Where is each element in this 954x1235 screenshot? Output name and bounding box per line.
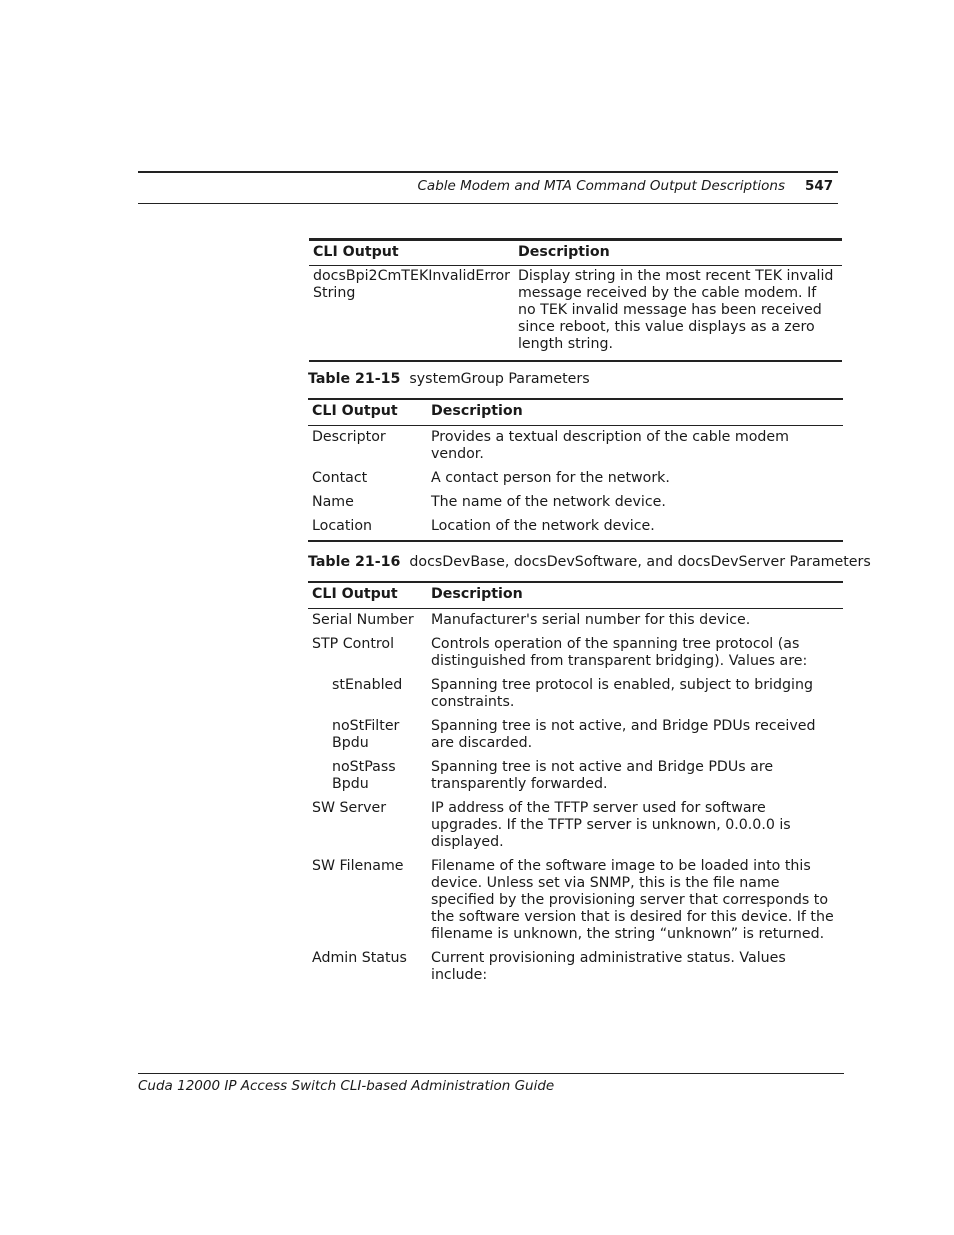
cli-output-cell: Name xyxy=(312,494,354,510)
table-title: systemGroup Parameters xyxy=(409,371,590,387)
column-header-description: Description xyxy=(514,240,842,266)
cli-output-cell: Serial Number xyxy=(312,612,414,628)
page-number: 547 xyxy=(805,178,834,194)
description-cell: Display string in the most recent TEK invalid message received by the cable modem. If no TEK invalid message has been received since reboot, this value displays as a zero length string. xyxy=(517,268,834,352)
table-title: docsDevBase, docsDevSoftware, and docsDevServer Parameters xyxy=(409,554,871,570)
cli-output-subvalue-cell: stEnabled xyxy=(332,677,403,693)
table-number: Table 21-16 xyxy=(308,554,401,570)
running-header-title: Cable Modem and MTA Command Output Descriptions xyxy=(417,178,785,194)
footer-book-title: Cuda 12000 IP Access Switch CLI-based Administration Guide xyxy=(138,1078,555,1094)
description-cell: Spanning tree protocol is enabled, subject to bridging constraints. xyxy=(431,677,813,710)
table-header-row xyxy=(308,582,843,609)
column-header-description: Description xyxy=(427,399,843,426)
description-cell: Spanning tree is not active and Bridge PDUs are transparently forwarded. xyxy=(431,759,774,792)
cli-output-cell: SW Server xyxy=(312,800,387,816)
cli-output-cell: docsBpi2CmTEKInvalidError String xyxy=(313,268,510,301)
description-cell: Controls operation of the spanning tree protocol (as distinguished from transparent bridging). Values are: xyxy=(431,636,808,669)
cli-output-cell: STP Control xyxy=(312,636,395,652)
footer-rule xyxy=(138,1073,844,1074)
description-cell: IP address of the TFTP server used for software upgrades. If the TFTP server is unknown, 0.0.0.0 is displayed. xyxy=(431,800,791,850)
header-rule-top xyxy=(138,171,838,173)
table-row xyxy=(308,467,843,491)
cli-output-cell: Contact xyxy=(312,470,368,486)
cli-output-cell: Descriptor xyxy=(312,429,386,445)
column-header-cli-output: CLI Output xyxy=(308,399,427,426)
description-cell: Spanning tree is not active, and Bridge PDUs received are discarded. xyxy=(431,718,816,751)
cli-output-cell: Admin Status xyxy=(312,950,407,966)
description-cell: Current provisioning administrative status. Values include: xyxy=(431,950,786,983)
cli-output-subvalue-cell: noStFilter Bpdu xyxy=(332,718,400,751)
description-cell: Provides a textual description of the cable modem vendor. xyxy=(431,429,789,462)
table-row xyxy=(308,426,843,468)
table-21-16 xyxy=(308,581,843,988)
table-row xyxy=(308,609,843,634)
cli-output-subvalue-cell: noStPass Bpdu xyxy=(332,759,396,792)
table-number: Table 21-15 xyxy=(308,371,401,387)
cli-output-cell: SW Filename xyxy=(312,858,404,874)
table-row xyxy=(309,266,842,362)
description-cell: Filename of the software image to be loaded into this device. Unless set via SNMP, this is the file name specified by the provisioning server that corresponds to the software version that is desired for this device. If the filename is unknown, the string “unknown” is returned. xyxy=(431,858,834,942)
table-21-16-caption xyxy=(308,554,871,570)
table-row xyxy=(308,633,843,674)
table-21-15-caption xyxy=(308,371,590,387)
description-cell: The name of the network device. xyxy=(431,494,666,510)
table-row xyxy=(308,674,843,715)
description-cell: A contact person for the network. xyxy=(431,470,670,486)
description-cell: Location of the network device. xyxy=(431,518,655,534)
table-row xyxy=(308,797,843,855)
table-header-row xyxy=(309,240,842,266)
column-header-cli-output: CLI Output xyxy=(308,582,427,609)
table-row xyxy=(308,715,843,756)
table-row xyxy=(308,947,843,988)
table-row xyxy=(308,855,843,947)
table-21-15 xyxy=(308,398,843,542)
cli-output-cell: Location xyxy=(312,518,373,534)
table-header-row xyxy=(308,399,843,426)
header-rule-bottom xyxy=(138,203,838,204)
column-header-cli-output: CLI Output xyxy=(309,240,514,266)
table-row xyxy=(308,491,843,515)
table-row xyxy=(308,756,843,797)
column-header-description: Description xyxy=(427,582,843,609)
description-cell: Manufacturer's serial number for this device. xyxy=(431,612,751,628)
table-row xyxy=(308,515,843,541)
continued-table xyxy=(309,238,842,362)
